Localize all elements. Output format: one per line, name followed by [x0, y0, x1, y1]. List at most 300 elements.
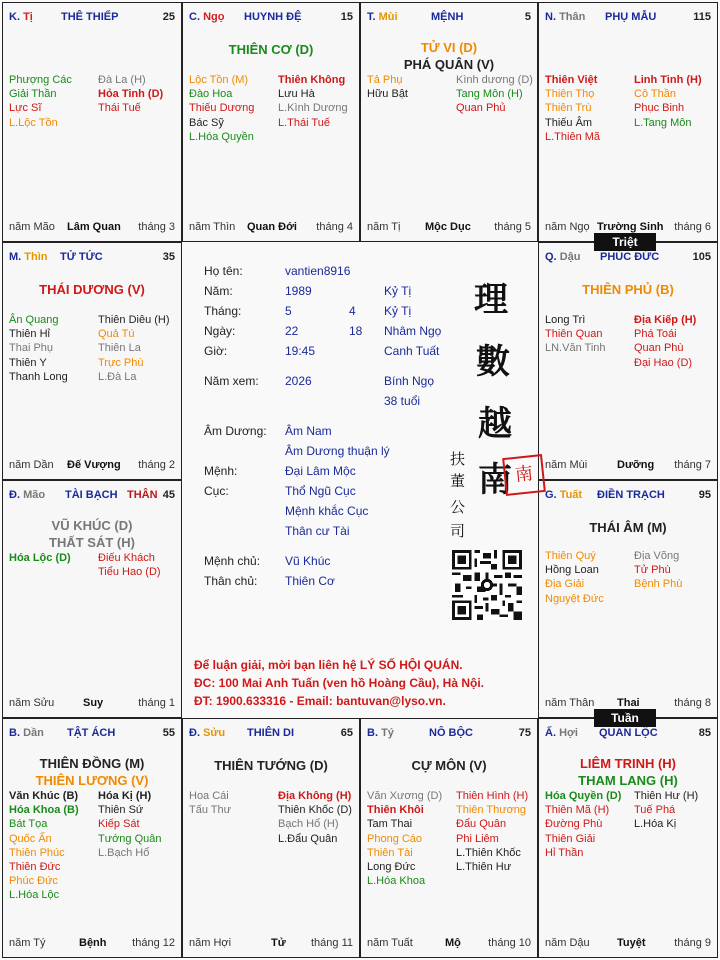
- calligraphy-char-4: 南: [478, 460, 512, 500]
- ngay-am: 18: [349, 324, 363, 338]
- minor-star: Linh Tinh (H): [634, 74, 702, 86]
- nam-can-chi: Kỷ Tị: [384, 284, 412, 298]
- palace-footer: [367, 221, 531, 235]
- ngay-label: Ngày:: [204, 324, 236, 338]
- truong-sinh-stage: Quan Đới: [247, 221, 297, 233]
- thang-value: 5: [285, 304, 292, 318]
- palace-cell-dau[interactable]: [538, 242, 718, 480]
- minor-stars-left: [9, 551, 71, 565]
- minor-star: Phá Toái: [634, 328, 677, 341]
- luu-nguyet-month: tháng 3: [138, 221, 175, 233]
- nam-xem-value: 2026: [285, 374, 312, 388]
- minor-star: Thái Tuế: [98, 102, 141, 115]
- minor-star: Hoa Cái: [189, 790, 229, 802]
- palace-name: TÀI BẠCH: [65, 489, 118, 501]
- branch-letter: Đ.: [189, 727, 200, 739]
- main-star: THIÊN CƠ (D): [228, 42, 314, 57]
- palace-footer: [189, 221, 353, 235]
- branch-name: Sửu: [203, 727, 226, 739]
- truong-sinh-stage: Mộ: [445, 937, 461, 949]
- minor-star: Thiên Giải: [545, 832, 596, 845]
- minor-stars-left: [189, 73, 254, 144]
- minor-stars-right: [278, 73, 348, 130]
- minor-star: Thai Phụ: [9, 342, 54, 355]
- minor-star: Thiên Trù: [545, 102, 592, 115]
- minor-stars-right: [634, 549, 682, 592]
- dai-van-number: 105: [692, 251, 711, 263]
- main-star: VŨ KHÚC (D): [51, 518, 133, 533]
- palace-cell-ty[interactable]: [360, 718, 538, 958]
- minor-star: Thiên Diêu (H): [98, 314, 170, 326]
- palace-name: TẬT ÁCH: [67, 727, 116, 739]
- minor-star: Ân Quang: [9, 314, 59, 326]
- main-stars: [183, 757, 359, 774]
- minor-star: Long Đức: [367, 861, 416, 874]
- minor-star: Tam Thai: [367, 818, 413, 831]
- minor-star: L.Hóa Kị: [634, 818, 677, 831]
- palace-footer: [545, 937, 711, 951]
- main-star: TỬ VI (D): [420, 40, 478, 55]
- contact-phone-email: ĐT: 1900.633316 - Email: bantuvan@lyso.vn.: [194, 694, 446, 708]
- gio-value: 19:45: [285, 344, 316, 358]
- minor-star: L.Đẩu Quân: [278, 832, 338, 845]
- luu-nguyet-month: tháng 8: [674, 697, 711, 709]
- minor-star: Tả Phụ: [367, 74, 403, 86]
- branch-name: Thìn: [24, 251, 48, 263]
- luu-nguyet-month: tháng 11: [310, 937, 353, 949]
- calligraphy-char-1: 理: [474, 280, 508, 320]
- minor-star: Địa Không (H): [278, 790, 352, 802]
- palace-branch: [189, 727, 225, 739]
- branch-name: Ngọ: [203, 11, 225, 23]
- palace-name: PHÚC ĐỨC: [600, 251, 660, 263]
- minor-star: Đẩu Quân: [456, 818, 507, 831]
- minor-stars-right: [98, 313, 170, 384]
- minor-stars-left: [545, 549, 604, 606]
- minor-stars-right: [98, 551, 161, 579]
- am-duong-label: Âm Dương:: [204, 424, 267, 438]
- palace-branch: [9, 11, 33, 23]
- truong-sinh-stage: Tuyệt: [617, 937, 646, 949]
- calligraphy-char-3: 越: [478, 404, 512, 444]
- luu-nguyet-month: tháng 12: [132, 937, 175, 949]
- minor-star: Tuế Phá: [634, 804, 676, 817]
- luu-nguyet-month: tháng 10: [488, 937, 531, 949]
- minor-star: Hóa Quyền (D): [545, 790, 622, 802]
- main-stars: [3, 755, 181, 789]
- dai-van-number: 25: [162, 11, 175, 23]
- main-stars: [3, 281, 181, 298]
- red-seal-stamp: 南: [502, 454, 546, 496]
- branch-letter: N.: [545, 11, 556, 23]
- palace-cell-mui[interactable]: [360, 2, 538, 242]
- minor-star: Điếu Khách: [98, 552, 155, 564]
- minor-stars-right: [98, 789, 162, 860]
- tieu-han-year: năm Tuất: [367, 937, 413, 949]
- main-stars: [539, 755, 717, 789]
- minor-star: Thiên Khốc (D): [278, 804, 352, 817]
- palace-footer: [367, 937, 531, 951]
- branch-letter: Đ.: [9, 489, 20, 501]
- palace-name: MỆNH: [431, 11, 464, 23]
- minor-star: Thiếu Âm: [545, 116, 593, 129]
- minor-star: Hóa Khoa (B): [9, 804, 79, 817]
- palace-cell-than[interactable]: [538, 2, 718, 242]
- minor-star: Quan Phủ: [456, 102, 506, 115]
- minor-star: Tử Phù: [634, 564, 671, 577]
- palace-branch: [9, 489, 45, 501]
- minor-star: Giải Thần: [9, 88, 57, 101]
- branch-letter: B.: [367, 727, 378, 739]
- palace-cell-dan[interactable]: [2, 718, 182, 958]
- minor-star: L.Thiên Mã: [545, 130, 601, 143]
- minor-star: L.Thiên Hư: [456, 861, 512, 874]
- branch-name: Mão: [23, 489, 46, 501]
- minor-stars-right: [456, 73, 533, 116]
- tieu-han-year: năm Thìn: [189, 221, 236, 233]
- truong-sinh-stage: Tử: [271, 937, 286, 949]
- palace-branch: [189, 11, 224, 23]
- palace-branch: [545, 727, 578, 739]
- than-marker: THÂN: [127, 489, 158, 501]
- menh-chu-label: Mệnh chủ:: [204, 554, 261, 568]
- palace-cell-ngo[interactable]: [182, 2, 360, 242]
- palace-name: HUYNH ĐỆ: [244, 11, 302, 23]
- minor-star: Bệnh Phù: [634, 578, 683, 591]
- main-stars: [3, 517, 181, 551]
- minor-star: Phượng Các: [9, 74, 72, 86]
- luu-nguyet-month: tháng 4: [316, 221, 353, 233]
- ngay-value: 22: [285, 324, 299, 338]
- minor-star: Lộc Tồn (M): [189, 74, 249, 86]
- minor-stars-left: [9, 313, 68, 384]
- minor-star: Bác Sỹ: [189, 116, 224, 129]
- minor-star: Đường Phù: [545, 818, 603, 831]
- branch-name: Tý: [381, 727, 394, 739]
- branch-letter: B.: [9, 727, 20, 739]
- palace-cell-hoi[interactable]: [538, 718, 718, 958]
- minor-star: Thiếu Dương: [189, 102, 255, 115]
- truong-sinh-stage: Đế Vượng: [67, 459, 121, 471]
- minor-star: Thiên Hỉ: [9, 328, 50, 341]
- minor-star: Quan Phù: [634, 342, 684, 355]
- palace-header: [545, 727, 711, 743]
- minor-star: L.Lộc Tồn: [9, 116, 58, 129]
- luu-nguyet-month: tháng 9: [674, 937, 711, 949]
- minor-star: Tướng Quân: [98, 832, 162, 845]
- minor-star: Hóa Kị (H): [98, 790, 152, 802]
- main-star: LIÊM TRINH (H): [579, 756, 677, 771]
- main-star: THẤT SÁT (H): [49, 535, 135, 550]
- minor-star: Thanh Long: [9, 370, 68, 383]
- minor-star: Tấu Thư: [189, 804, 232, 817]
- tieu-han-year: năm Ngọ: [545, 221, 590, 233]
- branch-letter: M.: [9, 251, 22, 263]
- main-stars: [361, 39, 537, 73]
- palace-footer: [189, 937, 353, 951]
- truong-sinh-stage: Mộc Dục: [425, 221, 471, 233]
- main-star: THÁI DƯƠNG (V): [39, 282, 145, 297]
- minor-star: Long Trì: [545, 314, 586, 326]
- cuc-value: Thổ Ngũ Cục: [285, 484, 356, 498]
- dai-van-number: 95: [698, 489, 711, 501]
- branch-letter: Ấ.: [545, 727, 556, 739]
- gio-label: Giờ:: [204, 344, 228, 358]
- palace-cell-mao[interactable]: [2, 480, 182, 718]
- qr-code-icon[interactable]: [452, 550, 522, 620]
- minor-star: Thiên Đức: [9, 861, 61, 874]
- main-star: THIÊN ĐỒNG (M): [39, 756, 145, 771]
- palace-header: [9, 251, 175, 267]
- tieu-han-year: năm Dần: [9, 459, 54, 471]
- minor-stars-right: [634, 73, 702, 130]
- minor-star: Kiếp Sát: [98, 818, 140, 831]
- palace-header: [545, 11, 711, 27]
- thang-am: 4: [349, 304, 356, 318]
- minor-star: L.Tang Môn: [634, 116, 692, 129]
- main-stars: [539, 281, 717, 298]
- dai-van-number: 5: [524, 11, 531, 23]
- minor-stars-left: [545, 789, 621, 860]
- minor-stars-left: [189, 789, 231, 817]
- contact-address: ĐC: 100 Mai Anh Tuấn (ven hồ Hoàng Cầu), Hà Nội.: [194, 676, 485, 690]
- minor-star: L.Hóa Quyền: [189, 130, 254, 143]
- minor-star: Đào Hoa: [189, 88, 233, 101]
- minor-star: Hóa Lộc (D): [9, 552, 71, 564]
- minor-stars-right: [634, 313, 696, 370]
- minor-star: Phi Liêm: [456, 832, 499, 845]
- calligraphy-char-2: 數: [476, 342, 510, 382]
- minor-star: Trực Phù: [98, 356, 144, 369]
- nam-xem-label: Năm xem:: [204, 374, 259, 388]
- main-star: THAM LANG (H): [578, 773, 678, 788]
- luu-nguyet-month: tháng 6: [674, 221, 711, 233]
- truong-sinh-stage: Thai: [617, 697, 640, 709]
- branch-letter: T.: [367, 11, 376, 23]
- truong-sinh-stage: Suy: [83, 697, 104, 709]
- than-chu-value: Thiên Cơ: [285, 574, 335, 588]
- palace-header: [189, 727, 353, 743]
- palace-footer: [9, 697, 175, 711]
- minor-star: Tang Môn (H): [456, 88, 523, 101]
- minor-star: Kình dương (D): [456, 74, 533, 86]
- luu-nguyet-month: tháng 1: [138, 697, 175, 709]
- than-chu-label: Thân chủ:: [204, 574, 258, 588]
- minor-stars-left: [367, 789, 442, 888]
- main-star: PHÁ QUÂN (V): [403, 57, 495, 72]
- palace-branch: [367, 11, 398, 23]
- palace-name: THÊ THIẾP: [61, 11, 119, 23]
- palace-branch: [545, 251, 580, 263]
- luu-nguyet-month: tháng 2: [138, 459, 175, 471]
- main-stars: [539, 519, 717, 536]
- minor-stars-left: [545, 73, 600, 144]
- minor-star: L.Hóa Khoa: [367, 875, 426, 888]
- minor-star: Thiên Thương: [456, 804, 527, 817]
- main-star: THIÊN TƯỚNG (D): [214, 758, 328, 773]
- palace-header: [9, 727, 175, 743]
- branch-letter: C.: [189, 11, 200, 23]
- branch-letter: Q.: [545, 251, 557, 263]
- palace-cell-tuat[interactable]: [538, 480, 718, 718]
- main-stars: [183, 41, 359, 58]
- minor-star: Đại Hao (D): [634, 356, 693, 369]
- ho-ten-value: vantien8916: [285, 264, 351, 278]
- minor-star: Thiên Y: [9, 356, 47, 369]
- minor-stars-right: [98, 73, 163, 116]
- palace-footer: [9, 459, 175, 473]
- minor-star: L.Thiên Khốc: [456, 846, 521, 859]
- main-star: CỰ MÔN (V): [411, 758, 487, 773]
- minor-star: L.Thái Tuế: [278, 116, 330, 129]
- tieu-han-year: năm Tý: [9, 937, 46, 949]
- branch-name: Dậu: [559, 251, 581, 263]
- main-star: THIÊN PHỦ (B): [582, 282, 674, 297]
- minor-star: Thiên Không: [278, 74, 346, 86]
- branch-name: Hợi: [559, 727, 578, 739]
- minor-star: Cô Thần: [634, 88, 676, 101]
- branch-letter: G.: [545, 489, 557, 501]
- signature-char-3: 公: [450, 498, 466, 516]
- palace-name: TỬ TỨC: [60, 251, 103, 263]
- minor-star: Lưu Hà: [278, 88, 315, 101]
- minor-star: Thiên Hư (H): [634, 790, 699, 802]
- palace-branch: [9, 727, 44, 739]
- minor-star: Thiên Phúc: [9, 846, 65, 859]
- minor-star: Đà La (H): [98, 74, 146, 86]
- minor-stars-right: [278, 789, 352, 846]
- palace-name: ĐIỀN TRẠCH: [597, 489, 665, 501]
- minor-star: Phúc Đức: [9, 875, 58, 888]
- main-stars: [361, 757, 537, 774]
- nam-label: Năm:: [204, 284, 233, 298]
- palace-header: [9, 11, 175, 27]
- minor-star: Thiên Quý: [545, 550, 596, 562]
- am-duong-value: Âm Nam: [285, 424, 332, 438]
- ngay-can-chi: Nhâm Ngọ: [384, 324, 442, 338]
- branch-name: Mùi: [378, 11, 398, 23]
- palace-name: QUAN LỘC: [599, 727, 658, 739]
- am-duong-note: Âm Dương thuận lý: [285, 444, 390, 458]
- cuc-note: Mệnh khắc Cục: [285, 504, 369, 518]
- palace-footer: [9, 221, 175, 235]
- tieu-han-year: năm Thân: [545, 697, 595, 709]
- dai-van-number: 65: [340, 727, 353, 739]
- ho-ten-label: Họ tên:: [204, 264, 243, 278]
- minor-star: Địa Kiếp (H): [634, 314, 697, 326]
- thang-can-chi: Kỷ Tị: [384, 304, 412, 318]
- palace-cell-ti[interactable]: [2, 2, 182, 242]
- minor-stars-right: [634, 789, 698, 832]
- luu-nguyet-month: tháng 5: [494, 221, 531, 233]
- palace-name: NÔ BỘC: [429, 727, 473, 739]
- truong-sinh-stage: Lâm Quan: [67, 221, 121, 233]
- palace-header: [545, 489, 711, 505]
- palace-header: [189, 11, 353, 27]
- minor-star: Thiên Thọ: [545, 88, 595, 101]
- minor-stars-left: [367, 73, 408, 101]
- dai-van-number: 55: [162, 727, 175, 739]
- branch-letter: K.: [9, 11, 20, 23]
- palace-header: [367, 727, 531, 743]
- minor-star: Địa Giải: [545, 578, 585, 591]
- minor-star: L.Hóa Lộc: [9, 889, 60, 902]
- minor-stars-left: [9, 73, 72, 130]
- tieu-han-year: năm Mão: [9, 221, 55, 233]
- palace-branch: [367, 727, 394, 739]
- palace-name: PHỤ MẪU: [605, 11, 657, 23]
- minor-star: Lực Sĩ: [9, 102, 42, 115]
- minor-star: Thiên Quan: [545, 328, 603, 341]
- minor-star: Địa Võng: [634, 550, 680, 562]
- palace-cell-thin[interactable]: [2, 242, 182, 480]
- dai-van-number: 75: [518, 727, 531, 739]
- signature-char-4: 司: [450, 522, 466, 540]
- minor-star: LN.Văn Tinh: [545, 342, 606, 355]
- minor-star: Hỉ Thần: [545, 846, 584, 859]
- minor-star: Hỏa Tinh (D): [98, 88, 164, 101]
- tuan-tag: Tuần: [594, 709, 656, 727]
- menh-label: Mệnh:: [204, 464, 238, 478]
- minor-stars-right: [456, 789, 528, 874]
- branch-name: Thân: [559, 11, 586, 23]
- tieu-han-year: năm Hợi: [189, 937, 232, 949]
- minor-star: Tiểu Hao (D): [98, 566, 161, 579]
- minor-star: Thiên Tài: [367, 846, 413, 859]
- minor-star: Quả Tú: [98, 328, 135, 341]
- tieu-han-year: năm Mùi: [545, 459, 588, 471]
- minor-star: Thiên Việt: [545, 74, 598, 86]
- tuoi-value: 38 tuổi: [384, 394, 421, 408]
- minor-star: Phục Binh: [634, 102, 685, 115]
- palace-cell-suu[interactable]: [182, 718, 360, 958]
- palace-branch: [9, 251, 48, 263]
- nam-xem-can-chi: Bính Ngọ: [384, 374, 435, 388]
- signature-char-1: 扶: [450, 450, 466, 468]
- minor-star: Phong Cáo: [367, 832, 423, 845]
- minor-star: Hồng Loan: [545, 564, 599, 577]
- signature-char-2: 董: [450, 472, 466, 490]
- minor-star: Thiên Sứ: [98, 804, 144, 817]
- minor-star: L.Đà La: [98, 370, 137, 383]
- palace-footer: [9, 937, 175, 951]
- main-star: THIÊN LƯƠNG (V): [35, 773, 149, 788]
- nam-value: 1989: [285, 284, 312, 298]
- dai-van-number: 45: [162, 489, 175, 501]
- palace-header: [367, 11, 531, 27]
- contact-line-1: Để luận giải, mời bạn liên hệ LÝ SỐ HỘI QUÁN.: [194, 658, 463, 672]
- gio-can-chi: Canh Tuất: [384, 344, 440, 358]
- dai-van-number: 35: [162, 251, 175, 263]
- minor-star: Văn Xương (D): [367, 790, 443, 802]
- luu-nguyet-month: tháng 7: [674, 459, 711, 471]
- dai-van-number: 85: [698, 727, 711, 739]
- main-star: THÁI ÂM (M): [589, 520, 667, 535]
- minor-star: Hữu Bật: [367, 88, 408, 101]
- minor-star: Thiên Mã (H): [545, 804, 610, 817]
- minor-stars-left: [9, 789, 79, 903]
- palace-name: THIÊN DI: [247, 727, 295, 739]
- triet-tag: Triệt: [594, 233, 656, 251]
- palace-header: [9, 489, 175, 505]
- truong-sinh-stage: Trường Sinh: [597, 221, 664, 233]
- branch-name: Tị: [23, 11, 33, 23]
- tieu-han-year: năm Dậu: [545, 937, 590, 949]
- minor-star: Văn Khúc (B): [9, 790, 79, 802]
- menh-value: Đại Lâm Mộc: [285, 464, 356, 478]
- tieu-han-year: năm Tị: [367, 221, 401, 233]
- branch-name: Dần: [23, 727, 44, 739]
